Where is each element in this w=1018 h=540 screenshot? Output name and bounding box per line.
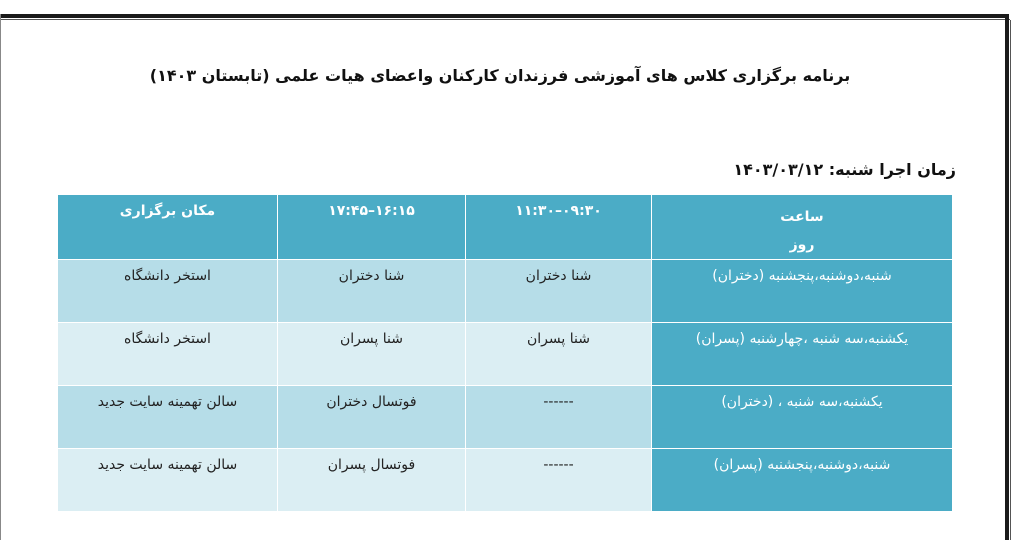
document-title: برنامه برگزاری کلاس های آموزشی فرزندان کارکنان واعضای هیات علمی (تابستان ۱۴۰۳)	[149, 66, 851, 85]
row-slot2-cell: فوتسال دختران	[278, 386, 466, 449]
header-location: مکان برگزاری	[58, 195, 278, 260]
table-header-row	[58, 195, 953, 260]
table-row	[58, 323, 953, 386]
row-slot1-cell: شنا پسران	[466, 323, 652, 386]
page-border-right-inner	[1010, 20, 1011, 540]
row-day-cell: شنبه،دوشنبه،پنجشنبه (پسران)	[652, 449, 953, 512]
row-day-cell: شنبه،دوشنبه،پنجشنبه (دختران)	[652, 260, 953, 323]
table-row	[58, 449, 953, 512]
page-border-top-inner	[0, 19, 1010, 20]
header-day-label: روز	[789, 237, 815, 253]
execution-date: زمان اجرا شنبه: ۱۴۰۳/۰۳/۱۲	[733, 160, 956, 179]
page-border-right	[1005, 14, 1009, 540]
header-slot-afternoon: ۱۶:۱۵–۱۷:۴۵	[278, 195, 466, 260]
row-slot1-cell: شنا دختران	[466, 260, 652, 323]
header-corner-cell	[652, 195, 953, 260]
row-slot1-cell: ------	[466, 449, 652, 512]
row-location-cell: سالن تهمینه سایت جدید	[58, 449, 278, 512]
row-location-cell: سالن تهمینه سایت جدید	[58, 386, 278, 449]
table-row	[58, 260, 953, 323]
row-location-cell: استخر دانشگاه	[58, 323, 278, 386]
row-slot1-cell: ------	[466, 386, 652, 449]
row-slot2-cell: فوتسال پسران	[278, 449, 466, 512]
class-schedule-table	[57, 194, 953, 512]
row-day-cell: یکشنبه،سه شنبه ،چهارشنبه (پسران)	[652, 323, 953, 386]
header-slot-morning: ۰۹:۳۰–۱۱:۳۰	[466, 195, 652, 260]
row-slot2-cell: شنا دختران	[278, 260, 466, 323]
page-border-left	[0, 14, 1, 540]
row-slot2-cell: شنا پسران	[278, 323, 466, 386]
page-border-top	[0, 14, 1006, 18]
table-row	[58, 386, 953, 449]
row-day-cell: یکشنبه،سه شنبه ، (دختران)	[652, 386, 953, 449]
row-location-cell: استخر دانشگاه	[58, 260, 278, 323]
header-time-label: ساعت	[780, 209, 824, 225]
